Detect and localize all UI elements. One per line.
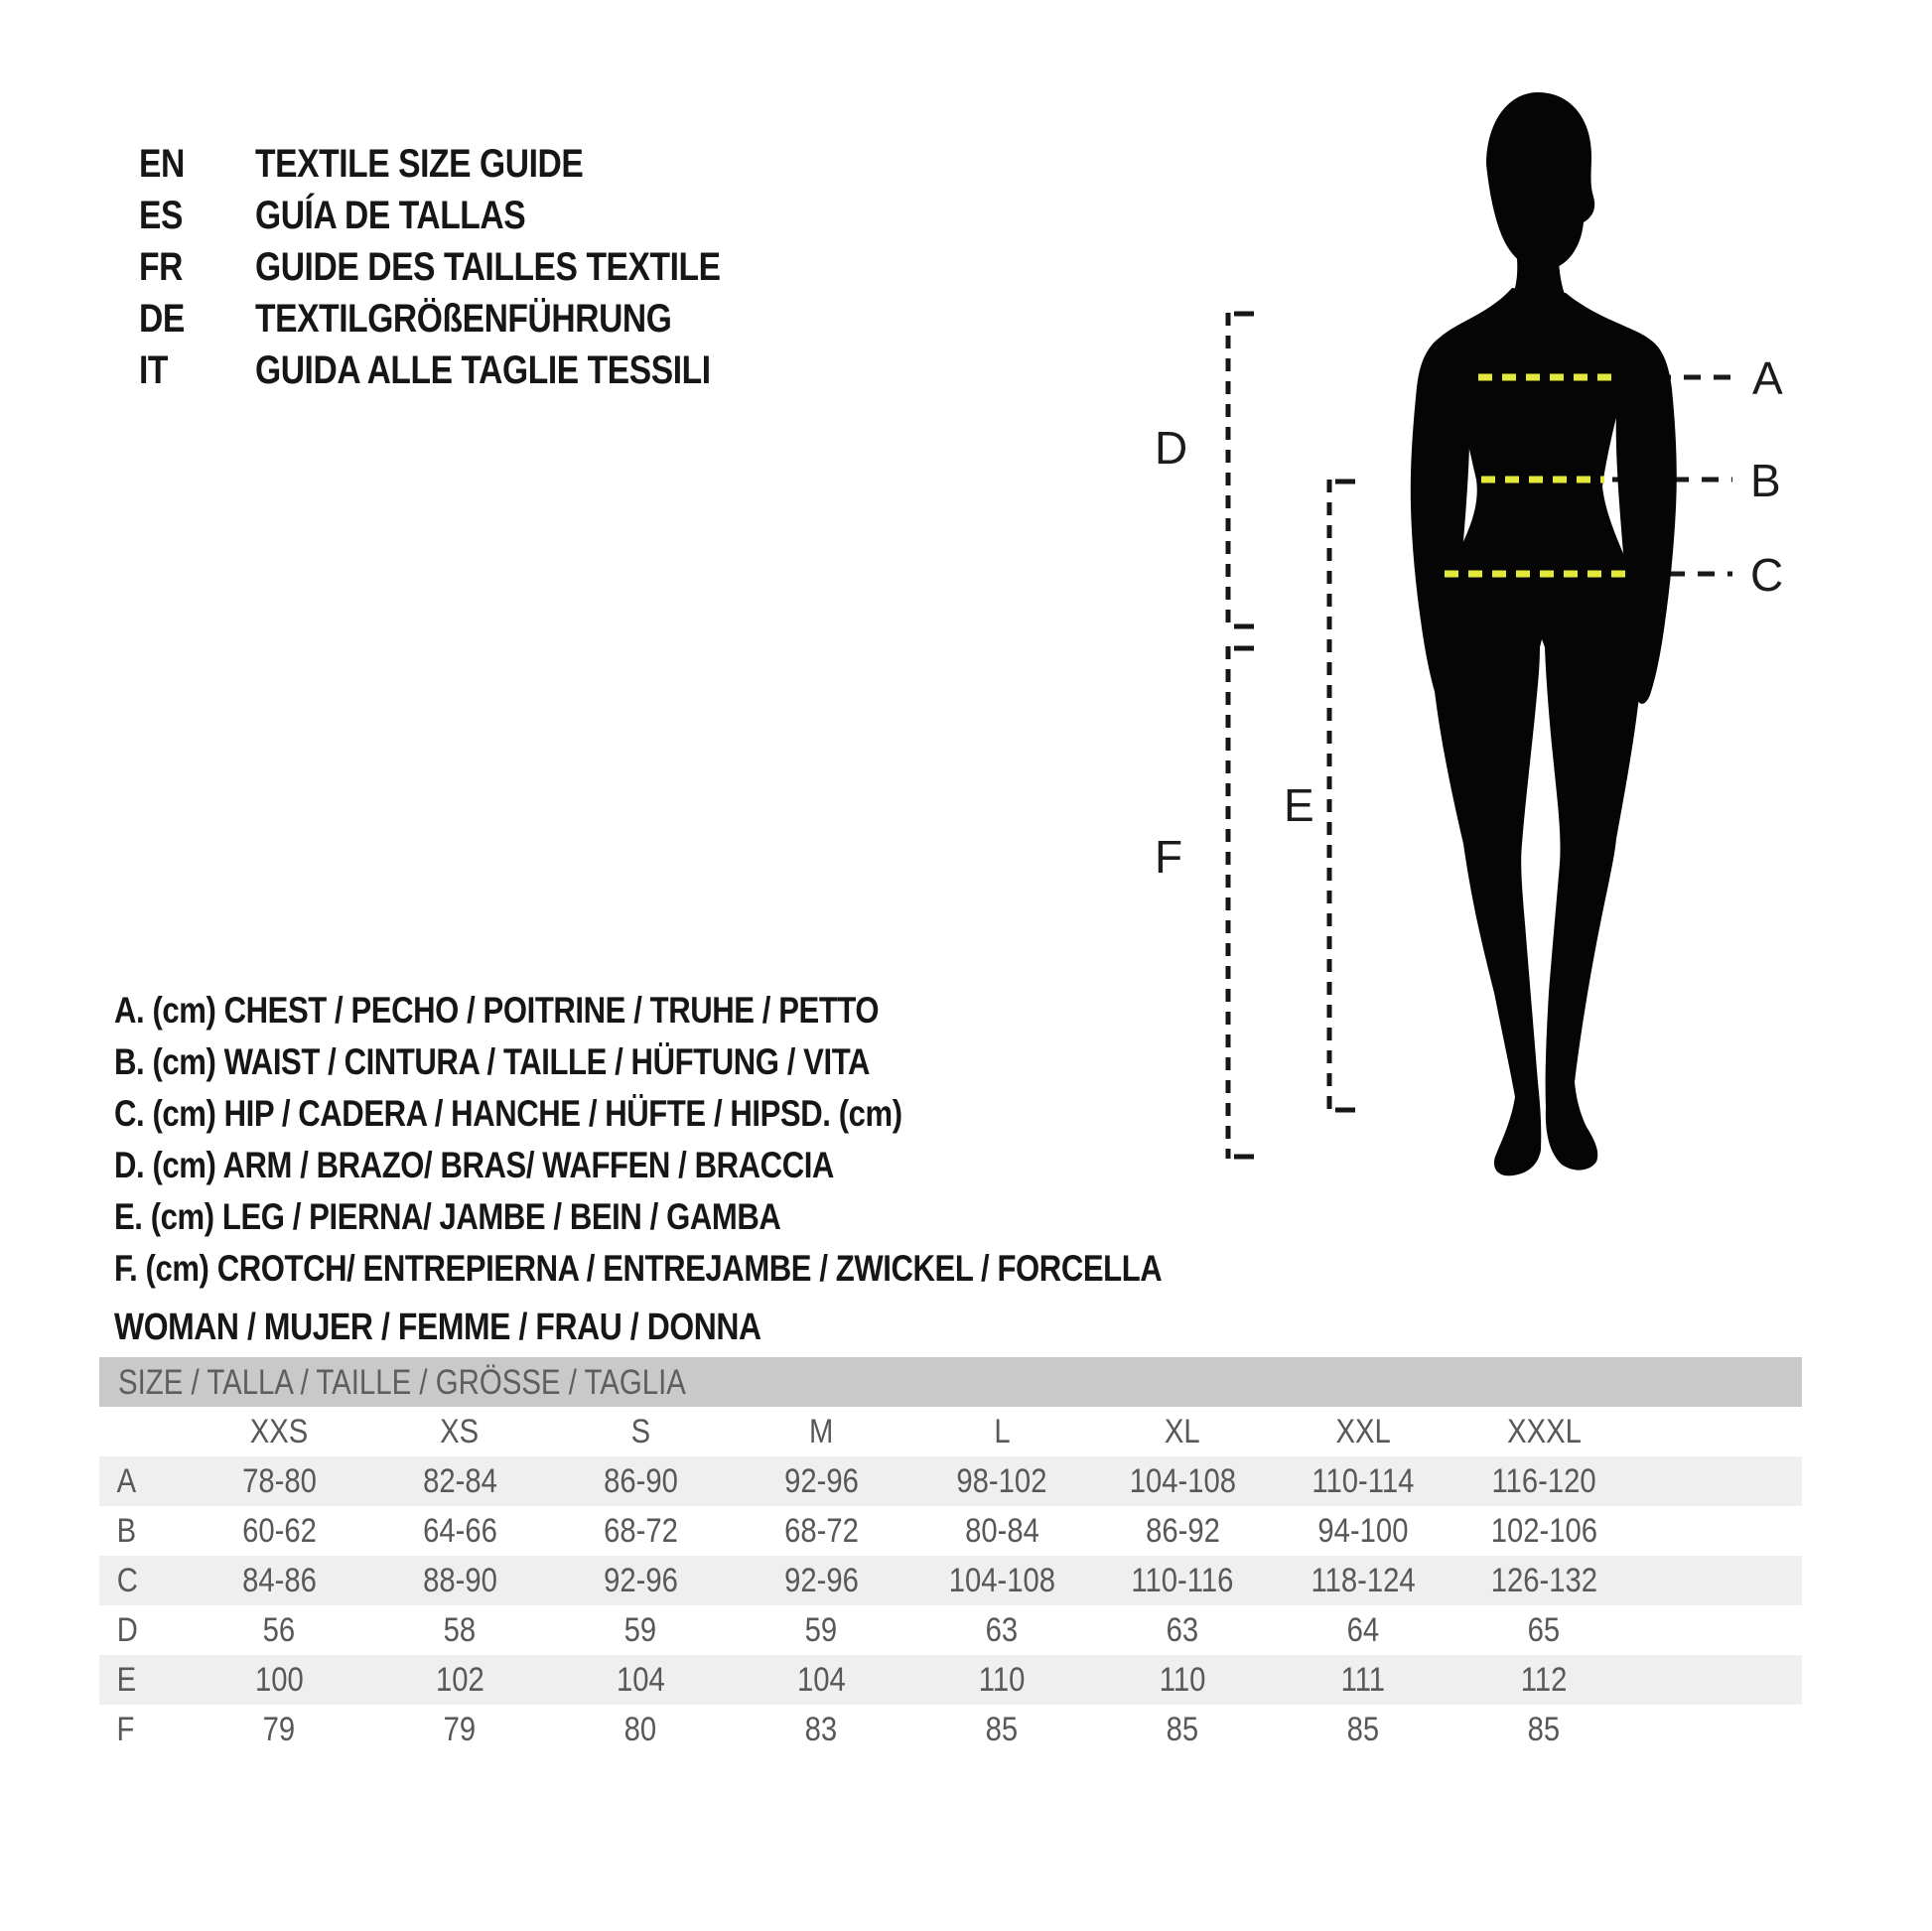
title-row-en — [139, 142, 645, 187]
label-arm-d: D — [1155, 422, 1188, 474]
lang-code-es: ES — [139, 194, 183, 237]
size-value: 100 — [254, 1661, 304, 1699]
size-value: 63 — [985, 1611, 1019, 1649]
table-row-A — [99, 1456, 1802, 1506]
size-value: 111 — [1340, 1661, 1386, 1699]
label-hip-c: C — [1750, 549, 1784, 601]
size-value: 86-92 — [1145, 1512, 1220, 1550]
title-en: TEXTILE SIZE GUIDE — [255, 142, 584, 186]
title-row-it — [139, 348, 797, 393]
size-col-xl: XL — [1165, 1413, 1200, 1450]
size-value: 80-84 — [964, 1512, 1039, 1550]
size-col-m: M — [808, 1413, 834, 1450]
size-value: 110 — [1159, 1661, 1206, 1699]
size-value: 86-90 — [603, 1462, 678, 1500]
size-value: 84-86 — [241, 1562, 317, 1599]
size-value: 102 — [435, 1661, 484, 1699]
lang-code-de: DE — [139, 297, 185, 341]
label-crotch-f: F — [1155, 831, 1183, 883]
size-value: 88-90 — [422, 1562, 497, 1599]
size-value: 59 — [623, 1611, 657, 1649]
size-value: 110 — [978, 1661, 1026, 1699]
size-value: 64 — [1346, 1611, 1380, 1649]
size-value: 94-100 — [1317, 1512, 1409, 1550]
size-value: 65 — [1527, 1611, 1561, 1649]
size-value: 85 — [1166, 1711, 1199, 1748]
row-label: D — [116, 1611, 138, 1649]
size-value: 104 — [796, 1661, 846, 1699]
row-label: C — [116, 1562, 138, 1599]
size-header-spacer — [99, 1407, 189, 1456]
woman-silhouette — [1411, 92, 1677, 1175]
size-value: 68-72 — [603, 1512, 678, 1550]
description-crotch: F. (cm) CROTCH/ ENTREPIERNA / ENTREJAMBE / ZWICKEL / FORCELLA — [114, 1248, 1163, 1289]
size-value: 60-62 — [241, 1512, 317, 1550]
table-row-E — [99, 1655, 1802, 1705]
size-value: 102-106 — [1490, 1512, 1597, 1550]
description-chest: A. (cm) CHEST / PECHO / POITRINE / TRUHE / PETTO — [114, 990, 880, 1031]
label-leg-e: E — [1284, 779, 1314, 831]
size-value: 110-116 — [1131, 1562, 1234, 1599]
size-value: 118-124 — [1311, 1562, 1416, 1599]
table-row-C — [99, 1556, 1802, 1605]
size-header-filler — [1634, 1407, 1802, 1456]
label-chest-a: A — [1752, 352, 1783, 404]
size-value: 85 — [1346, 1711, 1380, 1748]
row-label: B — [116, 1512, 137, 1550]
category-line: WOMAN / MUJER / FEMME / FRAU / DONNA — [114, 1307, 761, 1348]
size-value: 68-72 — [783, 1512, 859, 1550]
description-arm: D. (cm) ARM / BRAZO/ BRAS/ WAFFEN / BRACCIA — [114, 1145, 834, 1185]
lang-code-fr: FR — [139, 245, 183, 289]
description-leg: E. (cm) LEG / PIERNA/ JAMBE / BEIN / GAMBA — [114, 1196, 781, 1237]
row-label: E — [116, 1661, 137, 1699]
description-waist: B. (cm) WAIST / CINTURA / TAILLE / HÜFTUNG / VITA — [114, 1041, 871, 1082]
table-row-B — [99, 1506, 1802, 1556]
size-value: 110-114 — [1311, 1462, 1415, 1500]
row-label: F — [116, 1711, 135, 1748]
size-value: 104-108 — [1129, 1462, 1236, 1500]
size-col-xxl: XXL — [1335, 1413, 1391, 1450]
size-value: 92-96 — [783, 1562, 859, 1599]
size-value: 82-84 — [422, 1462, 497, 1500]
size-value: 92-96 — [603, 1562, 678, 1599]
size-value: 104 — [616, 1661, 665, 1699]
title-it: GUIDA ALLE TAGLIE TESSILI — [255, 348, 711, 392]
size-table — [99, 1357, 1802, 1754]
title-row-de — [139, 297, 751, 342]
size-value: 79 — [443, 1711, 477, 1748]
title-de: TEXTILGRÖßENFÜHRUNG — [255, 297, 672, 341]
size-col-s: S — [630, 1413, 650, 1450]
row-label: A — [116, 1462, 137, 1500]
measurement-diagram — [1092, 60, 1932, 1241]
filler-cell — [1634, 1655, 1802, 1705]
size-col-xxxl: XXXL — [1506, 1413, 1582, 1450]
size-value: 63 — [1166, 1611, 1199, 1649]
size-col-l: L — [993, 1413, 1011, 1450]
size-value: 64-66 — [422, 1512, 497, 1550]
size-value: 83 — [804, 1711, 838, 1748]
title-row-fr — [139, 245, 809, 290]
size-value: 59 — [804, 1611, 838, 1649]
title-row-es — [139, 194, 577, 238]
lang-code-it: IT — [139, 348, 169, 392]
filler-cell — [1634, 1506, 1802, 1556]
filler-cell — [1634, 1705, 1802, 1754]
table-row-F — [99, 1705, 1802, 1754]
size-value: 79 — [262, 1711, 296, 1748]
size-col-xxs: XXS — [249, 1413, 309, 1450]
description-hip: C. (cm) HIP / CADERA / HANCHE / HÜFTE / HIPSD. (cm) — [114, 1093, 902, 1134]
size-value: 116-120 — [1491, 1462, 1596, 1500]
size-header-row — [99, 1407, 1802, 1456]
size-col-xs: XS — [440, 1413, 480, 1450]
size-table-header-band: SIZE / TALLA / TAILLE / GRÖSSE / TAGLIA — [99, 1357, 1802, 1407]
size-value: 92-96 — [783, 1462, 859, 1500]
size-table-body — [99, 1456, 1802, 1754]
size-value: 56 — [262, 1611, 296, 1649]
filler-cell — [1634, 1456, 1802, 1506]
size-value: 78-80 — [241, 1462, 317, 1500]
size-value: 85 — [1527, 1711, 1561, 1748]
measure-ticks — [1234, 314, 1355, 1157]
filler-cell — [1634, 1556, 1802, 1605]
label-waist-b: B — [1750, 455, 1781, 506]
filler-cell — [1634, 1605, 1802, 1655]
lang-code-en: EN — [139, 142, 185, 186]
title-es: GUÍA DE TALLAS — [255, 194, 526, 237]
size-value: 98-102 — [956, 1462, 1047, 1500]
size-value: 112 — [1520, 1661, 1568, 1699]
table-row-D — [99, 1605, 1802, 1655]
size-value: 80 — [623, 1711, 657, 1748]
title-fr: GUIDE DES TAILLES TEXTILE — [255, 245, 721, 289]
size-value: 85 — [985, 1711, 1019, 1748]
vertical-measure-lines — [1228, 313, 1355, 1159]
size-value: 126-132 — [1490, 1562, 1597, 1599]
size-value: 104-108 — [948, 1562, 1055, 1599]
size-value: 58 — [443, 1611, 477, 1649]
